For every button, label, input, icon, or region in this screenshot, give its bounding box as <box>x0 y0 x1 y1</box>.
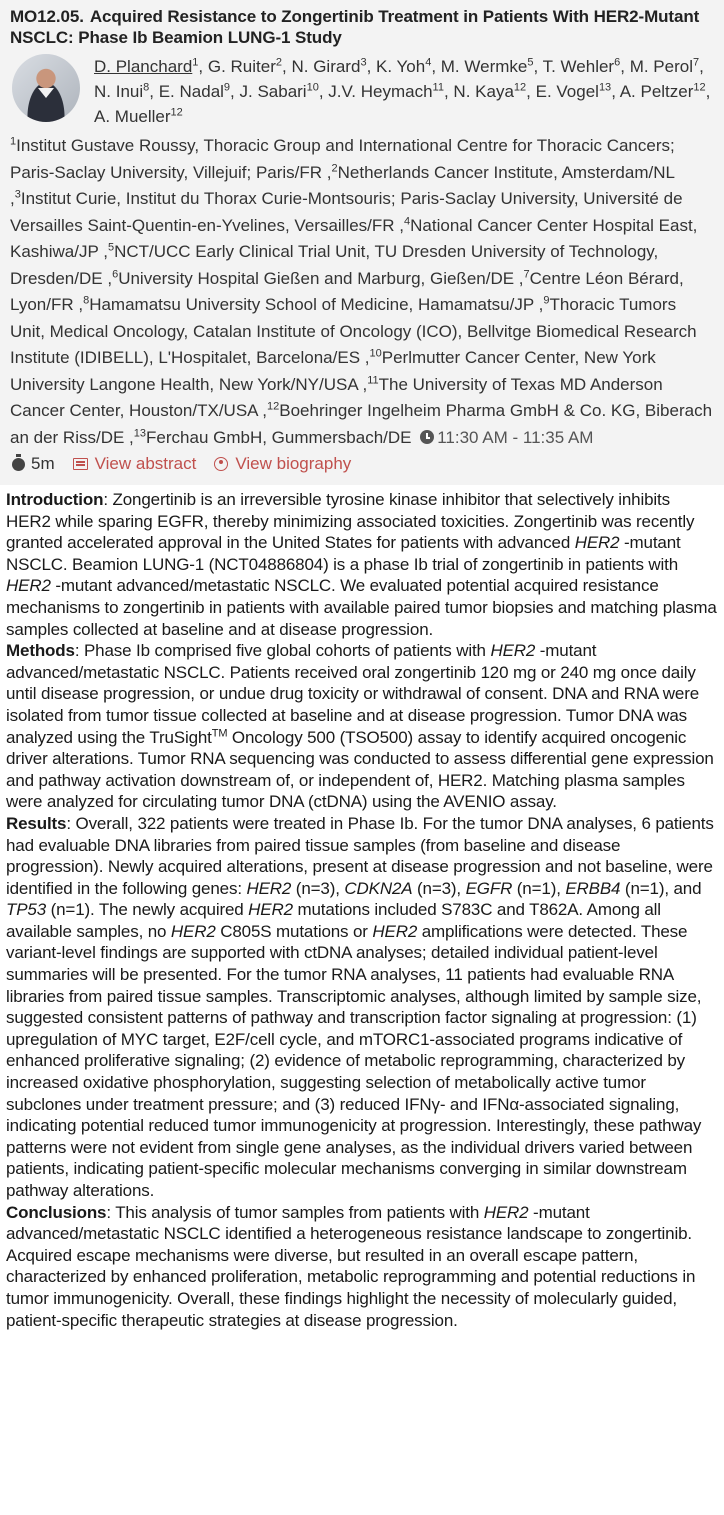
affiliation-text: The University of Texas MD Anderson Cancer Center, Houston/TX/USA <box>10 374 663 420</box>
author-affiliation-number: 11 <box>432 81 444 94</box>
author <box>94 82 149 101</box>
author-name: A. Peltzer <box>619 82 694 101</box>
author-affiliation-number: 7 <box>692 56 700 69</box>
gene-name: HER2 <box>483 1202 529 1222</box>
section-text: : This analysis of tumor samples from patients with <box>106 1202 484 1222</box>
presentation-code: MO12.05. <box>10 7 84 26</box>
affiliation-number: 11 <box>367 373 379 386</box>
author-name: J. Sabari <box>239 82 307 101</box>
author <box>208 57 282 76</box>
affiliation-number: 3 <box>14 188 21 201</box>
section-heading: Results <box>6 813 67 833</box>
view-biography-link[interactable] <box>214 451 351 477</box>
affiliation-number: 12 <box>267 400 280 413</box>
duration-text: 5m <box>31 454 55 473</box>
gene-name: TP53 <box>6 900 47 920</box>
abstract-section-methods <box>6 640 718 813</box>
affiliation-text: Perlmutter Cancer Center, New York University Langone Health, New York/NY/USA <box>10 348 656 394</box>
title-text: Acquired Resistance to Zongertinib Treatment in Patients With HER2-Mutant NSCLC: Phase Ib Beamion LUNG-1 Study <box>10 7 700 47</box>
affiliation-number: 13 <box>133 426 147 439</box>
author-affiliation-number: 6 <box>614 56 621 69</box>
duration <box>10 451 55 477</box>
section-text: Oncology 500 (TSO500) assay to identify acquired oncogenic driver alterations. Tumor RNA sequencing was conducted to assess differential gene expression and pathway activation downstream of, or independent of, HER2. Matching plasma samples were analyzed for circulating tumor DNA (ctDNA) using the AVENIO assay. <box>6 727 714 812</box>
presenter-avatar[interactable] <box>12 54 80 122</box>
section-heading: Methods <box>6 641 75 661</box>
author <box>94 57 198 76</box>
author-affiliation-number: 12 <box>170 106 183 119</box>
gene-name: HER2 <box>574 533 620 553</box>
view-abstract-link[interactable] <box>73 451 197 477</box>
affiliation-number: 10 <box>369 347 382 360</box>
author-name: J.V. Heymach <box>328 82 433 101</box>
section-heading: Conclusions <box>6 1202 107 1222</box>
gene-name: HER2 <box>490 641 536 661</box>
author <box>159 82 230 101</box>
abstract-section-introduction <box>6 489 718 640</box>
affiliation-text: Thoracic Tumors Unit, Medical Oncology, Catalan Institute of Oncology (ICO), Bellvitge Biomedical Research Institute (IDIBELL), L'Hospitalet, Barcelona/ES <box>10 295 697 367</box>
author-row <box>10 52 714 129</box>
gene-name: HER2 <box>6 576 51 596</box>
section-text: (n=1), and <box>620 878 702 898</box>
section-text: -mutant advanced/metastatic NSCLC. Patients received oral zongertinib 120 mg or 240 mg once daily until disease progression, or undue drug toxicity or withdrawal of consent. DNA and RNA were isolated from tumor tissue collected at baseline and at disease progression. Tumor DNA was analyzed using the TruSight <box>6 641 700 747</box>
author <box>620 82 706 101</box>
affiliation-number: 5 <box>107 241 115 254</box>
author <box>453 82 526 101</box>
author-name: D. Planchard <box>94 57 193 76</box>
affiliation-number: 7 <box>523 267 530 280</box>
author-name: A. Mueller <box>94 107 171 126</box>
affiliation-text: Institut Gustave Roussy, Thoracic Group and International Centre for Thoracic Cancers; Paris-Saclay University, Villejuif; Paris/FR <box>10 136 675 182</box>
author-name: N. Kaya <box>453 82 514 101</box>
section-text: (n=3), <box>412 878 466 898</box>
gene-name: HER2 <box>170 921 216 941</box>
section-text: -mutant advanced/metastatic NSCLC identified a heterogeneous resistance landscape to zongertinib. Acquired escape mechanisms were diverse, but resulted in an overall escape pattern, characterized by enhanced proliferation, metabolic reprogramming and potential reductions in tumor immunogenicity. Overall, these findings highlight the necessity of molecularly guided, patient-specific therapeutic strategies at disease progression. <box>6 1202 696 1330</box>
author <box>291 57 366 76</box>
stopwatch-icon <box>12 458 25 471</box>
affiliation-text: Ferchau GmbH, Gummersbach/DE <box>146 427 412 447</box>
affiliation-number: 8 <box>83 294 90 307</box>
affiliation-text: University Hospital Gießen and Marburg, Gießen/DE <box>118 268 515 288</box>
section-text: (n=3), <box>291 878 345 898</box>
user-circle-icon <box>214 457 228 471</box>
affiliation-text: Netherlands Cancer Institute, Amsterdam/NL <box>337 162 675 182</box>
affiliation-text: NCT/UCC Early Clinical Trial Unit, TU Dresden University of Technology, Dresden/DE <box>10 242 659 288</box>
author-name: G. Ruiter <box>207 57 276 76</box>
section-text: (n=1), <box>512 878 566 898</box>
view-biography-label: View biography <box>235 454 352 473</box>
affiliation-list: $^1$Institut Gustave Roussy, Thoracic Group and International Centre for Thoracic Cancers; Paris-Saclay University, Villejuif; Paris/FR ,$^2$Netherlands Cancer Institute, Amsterdam/NL ,$^3$Institut Curie, Institut du Thorax Curie-Montsouris; Paris-Saclay University, Université de Versailles Saint-Quentin-en-Yvelines, Versailles/FR ,$^4$National Cancer Center Hospital East, Kashiwa/JP ,$^5$NCT/UCC Early Clinical Trial Unit, TU Dresden University of Technology, Dresden/DE ,$^6$University Hospital Gießen and Marburg, Gießen/DE ,$^7$Centre Léon Bérard, Lyon/FR ,$^8$Hamamatsu University School of Medicine, Hamamatsu/JP ,$^9$Thoracic Tumors Unit, Medical Oncology, Catalan Institute of Oncology (ICO), Bellvitge Biomedical Research Institute (IDIBELL), L'Hospitalet, Barcelona/ES ,$^{10}$Perlmutter Cancer Center, New York University Langone Health, New York/NY/USA ,$^{11}$The University of Texas MD Anderson Cancer Center, Houston/TX/USA ,$^{12}$Boehringer Ingelheim Pharma GmbH & Co. KG, Biberach an der Riss/DE ,$^{13}$Ferchau GmbH, Gummersbach/DE 11:30 AM - 11:35 AM <box>10 135 713 447</box>
author-affiliation-number: 1 <box>192 56 199 69</box>
author <box>441 57 534 76</box>
affiliation-number: 6 <box>112 267 119 280</box>
author-affiliation-number: 2 <box>275 56 283 69</box>
author-name: E. Nadal <box>158 82 224 101</box>
author <box>536 82 612 101</box>
author-affiliation-number: 3 <box>360 56 367 69</box>
gene-name: HER2 <box>248 900 293 920</box>
author-affiliation-number: 10 <box>306 81 319 94</box>
author-affiliation-number: 4 <box>425 56 432 69</box>
author <box>94 107 183 126</box>
affiliation-number: 9 <box>543 294 550 307</box>
section-text: mutations included S783C and T862A. Among all available samples, no <box>6 900 661 941</box>
section-text: : Zongertinib is an irreversible tyrosine kinase inhibitor that selectively inhibits HER2 while sparing EGFR, thereby minimizing associated toxicities. Zongertinib was recently granted accelerated approval in the United States for patients with advanced <box>6 490 695 553</box>
view-abstract-label: View abstract <box>94 454 197 473</box>
author-affiliation-number: 9 <box>223 81 231 94</box>
trademark: TM <box>211 726 228 739</box>
author <box>376 57 431 76</box>
presentation-title <box>10 6 714 48</box>
section-text: : Overall, 322 patients were treated in Phase Ib. For the tumor DNA analyses, 6 patients had evaluable DNA libraries from paired tissue samples (from baseline and disease progression). Newly acquired alterations, present at disease progression and not baseline, were identified in the following genes: <box>6 813 714 898</box>
author-name: E. Vogel <box>535 82 599 101</box>
author <box>240 82 319 101</box>
author <box>543 57 621 76</box>
author-affiliation-number: 12 <box>693 81 706 94</box>
gene-name: EGFR <box>465 878 513 898</box>
author-name: N. Inui <box>94 82 144 101</box>
affiliation-number: 1 <box>10 135 17 148</box>
author-list: D. Planchard$^1$, G. Ruiter$^2$, N. Girard$^3$, K. Yoh$^4$, M. Wermke$^5$, T. Wehler$^6$, M. Perol$^7$, N. Inui$^8$, E. Nadal$^9$, J. Sabari$^{10}$, J.V. Heymach$^{11}$, N. Kaya$^{12}$, E. Vogel$^{13}$, A. Peltzer$^{12}$, A. Mueller$^{12}$ <box>94 56 711 126</box>
author-name: M. Wermke <box>440 57 528 76</box>
section-heading: Introduction <box>6 490 104 509</box>
gene-name: HER2 <box>372 921 418 941</box>
section-text: -mutant advanced/metastatic NSCLC. We evaluated potential acquired resistance mechanisms to zongertinib in patients with available paired tumor biopsies and matching plasma samples collected at baseline and at disease progression. <box>6 576 717 639</box>
author <box>328 82 444 101</box>
clock-icon <box>420 430 434 444</box>
session-time <box>416 428 593 447</box>
abstract-body <box>0 485 724 1331</box>
affiliation-text: National Cancer Center Hospital East, Kashiwa/JP <box>10 215 698 261</box>
author <box>630 57 699 76</box>
section-text: amplifications were detected. These variant-level findings are supported with ctDNA analyses; detailed individual patient-level summaries will be presented. For the tumor RNA analyses, 11 patients had evaluable RNA libraries from paired tissue samples. Transcriptomic analyses, although limited by sample size, suggested consistent patterns of pathway and transcription factor signaling at progression: (1) upregulation of MYC target, E2F/cell cycle, and mTORC1-associated programs indicative of enhanced proliferative signaling; (2) evidence of metabolic reprogramming, characterized by increased oxidative phosphorylation, suggesting selection of metabolically active tumor subclones under treatment pressure; and (3) reduced IFNγ- and IFNα-associated signaling, indicating potential reduced tumor immunogenicity at progression. Interestingly, these pathway patterns were not evident from single gene analyses, as the individual drivers varied between patients, indicating patient-specific molecular mechanisms converging in similar downstream pathway alterations. <box>6 921 702 1200</box>
affiliation-text: Hamamatsu University School of Medicine, Hamamatsu/JP <box>89 295 534 314</box>
author-name: K. Yoh <box>376 57 426 76</box>
affiliation-number: 4 <box>404 214 411 227</box>
author-name: M. Perol <box>629 57 693 76</box>
gene-name: ERBB4 <box>565 878 621 898</box>
affiliation-text: Centre Léon Bérard, Lyon/FR <box>10 268 684 314</box>
abstract-section-results <box>6 813 718 1202</box>
gene-name: CDKN2A <box>344 878 413 898</box>
document-icon <box>73 458 88 470</box>
author-affiliation-number: 5 <box>527 56 534 69</box>
affiliation-number: 2 <box>331 161 338 174</box>
time-text: 11:30 AM - 11:35 AM <box>437 427 594 447</box>
author-name: T. Wehler <box>542 57 615 76</box>
section-text: : Phase Ib comprised five global cohorts of patients with <box>74 641 491 661</box>
abstract-section-conclusions <box>6 1202 718 1332</box>
affiliation-text: Institut Curie, Institut du Thorax Curie-Montsouris; Paris-Saclay University, Université de Versailles Saint-Quentin-en-Yvelines, Versailles/FR <box>10 189 683 235</box>
gene-name: HER2 <box>246 878 292 898</box>
affiliation-text: Boehringer Ingelheim Pharma GmbH & Co. KG, Biberach an der Riss/DE <box>10 401 713 447</box>
author-name: N. Girard <box>291 57 361 76</box>
section-text: (n=1). The newly acquired <box>46 900 249 920</box>
author-affiliation-number: 8 <box>143 81 150 94</box>
author-affiliation-number: 13 <box>598 81 612 94</box>
meta-row <box>10 451 714 477</box>
session-header <box>0 0 724 485</box>
section-text: -mutant NSCLC. Beamion LUNG-1 (NCT04886804) is a phase Ib trial of zongertinib in patients with <box>6 533 681 574</box>
section-text: C805S mutations or <box>215 921 373 941</box>
author-affiliation-number: 12 <box>513 81 527 94</box>
